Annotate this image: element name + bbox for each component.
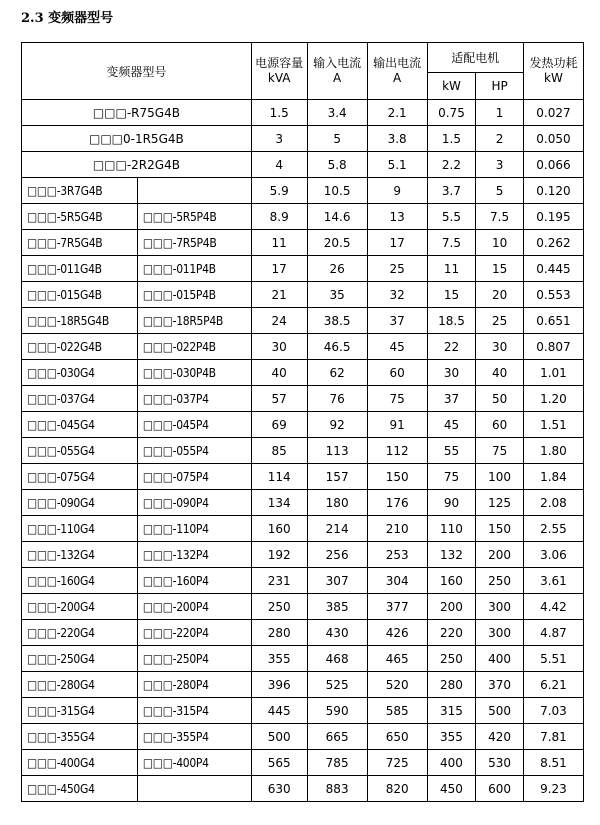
output-current: 91	[367, 412, 427, 438]
table-row	[22, 438, 584, 464]
motor-kw: 22	[427, 334, 476, 360]
heat-kw: 6.21	[523, 672, 583, 698]
heat-kw: 1.51	[523, 412, 583, 438]
output-current: 820	[367, 776, 427, 802]
input-current: 38.5	[307, 308, 367, 334]
motor-kw: 3.7	[427, 178, 476, 204]
model-g: □□□-7R5G4B	[22, 230, 138, 256]
capacity-kva: 160	[251, 516, 307, 542]
output-current: 5.1	[367, 152, 427, 178]
table-row	[22, 126, 584, 152]
header-motor: 适配电机	[427, 43, 523, 73]
model-g: □□□-355G4	[22, 724, 138, 750]
motor-kw: 280	[427, 672, 476, 698]
model-p: □□□-022P4B	[137, 334, 251, 360]
input-current: 14.6	[307, 204, 367, 230]
motor-hp: 125	[476, 490, 524, 516]
input-current: 5.8	[307, 152, 367, 178]
heat-kw: 0.120	[523, 178, 583, 204]
capacity-kva: 57	[251, 386, 307, 412]
motor-hp: 250	[476, 568, 524, 594]
table-row	[22, 724, 584, 750]
inverter-model-table	[21, 42, 584, 802]
motor-kw: 18.5	[427, 308, 476, 334]
model-p: □□□-075P4	[137, 464, 251, 490]
motor-hp: 370	[476, 672, 524, 698]
input-current: 385	[307, 594, 367, 620]
motor-kw: 355	[427, 724, 476, 750]
capacity-kva: 21	[251, 282, 307, 308]
motor-hp: 50	[476, 386, 524, 412]
model-p: □□□-160P4	[137, 568, 251, 594]
capacity-kva: 500	[251, 724, 307, 750]
model-p: □□□-7R5P4B	[137, 230, 251, 256]
capacity-kva: 40	[251, 360, 307, 386]
output-current: 112	[367, 438, 427, 464]
model-g: □□□-075G4	[22, 464, 138, 490]
heat-kw: 0.262	[523, 230, 583, 256]
model-g: □□□-R75G4B	[22, 100, 252, 126]
table-row	[22, 152, 584, 178]
input-current: 35	[307, 282, 367, 308]
input-current: 214	[307, 516, 367, 542]
motor-hp: 3	[476, 152, 524, 178]
input-current: 76	[307, 386, 367, 412]
motor-hp: 10	[476, 230, 524, 256]
motor-kw: 37	[427, 386, 476, 412]
input-current: 92	[307, 412, 367, 438]
output-current: 32	[367, 282, 427, 308]
capacity-kva: 231	[251, 568, 307, 594]
motor-kw: 160	[427, 568, 476, 594]
model-g: □□□-18R5G4B	[22, 308, 138, 334]
model-p: □□□-355P4	[137, 724, 251, 750]
motor-hp: 100	[476, 464, 524, 490]
heat-kw: 1.84	[523, 464, 583, 490]
input-current: 62	[307, 360, 367, 386]
motor-kw: 315	[427, 698, 476, 724]
heat-kw: 3.06	[523, 542, 583, 568]
capacity-kva: 4	[251, 152, 307, 178]
motor-hp: 30	[476, 334, 524, 360]
motor-hp: 20	[476, 282, 524, 308]
model-p: □□□-18R5P4B	[137, 308, 251, 334]
output-current: 45	[367, 334, 427, 360]
input-current: 256	[307, 542, 367, 568]
input-current: 180	[307, 490, 367, 516]
model-g: □□□-045G4	[22, 412, 138, 438]
model-g: □□□-055G4	[22, 438, 138, 464]
table-row	[22, 568, 584, 594]
motor-hp: 5	[476, 178, 524, 204]
input-current: 5	[307, 126, 367, 152]
model-p: □□□-280P4	[137, 672, 251, 698]
capacity-kva: 17	[251, 256, 307, 282]
heat-kw: 7.81	[523, 724, 583, 750]
capacity-kva: 250	[251, 594, 307, 620]
heat-kw: 0.195	[523, 204, 583, 230]
model-p: □□□-110P4	[137, 516, 251, 542]
motor-hp: 2	[476, 126, 524, 152]
capacity-kva: 114	[251, 464, 307, 490]
motor-hp: 500	[476, 698, 524, 724]
motor-hp: 530	[476, 750, 524, 776]
table-row	[22, 386, 584, 412]
table-row	[22, 360, 584, 386]
table-row	[22, 516, 584, 542]
table-row	[22, 334, 584, 360]
capacity-kva: 1.5	[251, 100, 307, 126]
output-current: 25	[367, 256, 427, 282]
capacity-kva: 69	[251, 412, 307, 438]
model-g: □□□-220G4	[22, 620, 138, 646]
motor-kw: 132	[427, 542, 476, 568]
motor-hp: 200	[476, 542, 524, 568]
heat-kw: 0.651	[523, 308, 583, 334]
motor-kw: 7.5	[427, 230, 476, 256]
model-p: □□□-132P4	[137, 542, 251, 568]
model-g: □□□-090G4	[22, 490, 138, 516]
input-current: 307	[307, 568, 367, 594]
model-g: □□□-132G4	[22, 542, 138, 568]
model-g: □□□-160G4	[22, 568, 138, 594]
model-g: □□□-037G4	[22, 386, 138, 412]
motor-kw: 250	[427, 646, 476, 672]
output-current: 75	[367, 386, 427, 412]
output-current: 377	[367, 594, 427, 620]
motor-kw: 55	[427, 438, 476, 464]
table-row	[22, 100, 584, 126]
output-current: 17	[367, 230, 427, 256]
output-current: 150	[367, 464, 427, 490]
motor-kw: 400	[427, 750, 476, 776]
output-current: 304	[367, 568, 427, 594]
output-current: 585	[367, 698, 427, 724]
motor-kw: 11	[427, 256, 476, 282]
output-current: 520	[367, 672, 427, 698]
table-row	[22, 204, 584, 230]
header-model: 变频器型号	[22, 43, 252, 100]
section-title: 2.3 变频器型号	[21, 11, 114, 26]
capacity-kva: 565	[251, 750, 307, 776]
output-current: 37	[367, 308, 427, 334]
capacity-kva: 30	[251, 334, 307, 360]
model-p: □□□-011P4B	[137, 256, 251, 282]
capacity-kva: 3	[251, 126, 307, 152]
motor-hp: 40	[476, 360, 524, 386]
input-current: 525	[307, 672, 367, 698]
table-row	[22, 542, 584, 568]
input-current: 46.5	[307, 334, 367, 360]
table-row	[22, 282, 584, 308]
capacity-kva: 396	[251, 672, 307, 698]
output-current: 13	[367, 204, 427, 230]
motor-kw: 110	[427, 516, 476, 542]
model-g: □□□-2R2G4B	[22, 152, 252, 178]
heat-kw: 0.050	[523, 126, 583, 152]
table-row	[22, 776, 584, 802]
motor-hp: 1	[476, 100, 524, 126]
motor-hp: 600	[476, 776, 524, 802]
heat-kw: 2.08	[523, 490, 583, 516]
heat-kw: 2.55	[523, 516, 583, 542]
heat-kw: 5.51	[523, 646, 583, 672]
table-row	[22, 672, 584, 698]
motor-kw: 2.2	[427, 152, 476, 178]
table-row	[22, 490, 584, 516]
model-g: □□□-200G4	[22, 594, 138, 620]
output-current: 176	[367, 490, 427, 516]
motor-kw: 30	[427, 360, 476, 386]
header-motor-hp: HP	[476, 73, 524, 100]
capacity-kva: 85	[251, 438, 307, 464]
table-row	[22, 698, 584, 724]
heat-kw: 4.87	[523, 620, 583, 646]
motor-hp: 7.5	[476, 204, 524, 230]
heat-kw: 0.066	[523, 152, 583, 178]
output-current: 650	[367, 724, 427, 750]
header-heat: 发热功耗 kW	[523, 43, 583, 100]
model-p: □□□-030P4B	[137, 360, 251, 386]
motor-hp: 75	[476, 438, 524, 464]
input-current: 785	[307, 750, 367, 776]
heat-kw: 0.445	[523, 256, 583, 282]
motor-kw: 5.5	[427, 204, 476, 230]
model-g: □□□-280G4	[22, 672, 138, 698]
capacity-kva: 11	[251, 230, 307, 256]
model-g: □□□-011G4B	[22, 256, 138, 282]
model-g: □□□-250G4	[22, 646, 138, 672]
output-current: 253	[367, 542, 427, 568]
model-g: □□□-022G4B	[22, 334, 138, 360]
input-current: 590	[307, 698, 367, 724]
capacity-kva: 5.9	[251, 178, 307, 204]
heat-kw: 1.01	[523, 360, 583, 386]
motor-kw: 15	[427, 282, 476, 308]
heat-kw: 1.80	[523, 438, 583, 464]
input-current: 26	[307, 256, 367, 282]
output-current: 60	[367, 360, 427, 386]
motor-hp: 420	[476, 724, 524, 750]
table-row	[22, 646, 584, 672]
capacity-kva: 280	[251, 620, 307, 646]
model-p: □□□-200P4	[137, 594, 251, 620]
input-current: 430	[307, 620, 367, 646]
output-current: 426	[367, 620, 427, 646]
table-row	[22, 412, 584, 438]
input-current: 3.4	[307, 100, 367, 126]
heat-kw: 7.03	[523, 698, 583, 724]
model-p: □□□-250P4	[137, 646, 251, 672]
model-p: □□□-5R5P4B	[137, 204, 251, 230]
table-row	[22, 594, 584, 620]
motor-kw: 45	[427, 412, 476, 438]
input-current: 883	[307, 776, 367, 802]
model-p: □□□-055P4	[137, 438, 251, 464]
table-row	[22, 620, 584, 646]
heat-kw: 4.42	[523, 594, 583, 620]
motor-kw: 220	[427, 620, 476, 646]
heat-kw: 0.807	[523, 334, 583, 360]
motor-hp: 300	[476, 594, 524, 620]
model-g: □□□-3R7G4B	[22, 178, 138, 204]
model-p	[137, 178, 251, 204]
model-p: □□□-220P4	[137, 620, 251, 646]
model-p: □□□-090P4	[137, 490, 251, 516]
motor-hp: 60	[476, 412, 524, 438]
heat-kw: 8.51	[523, 750, 583, 776]
motor-hp: 150	[476, 516, 524, 542]
header-input-current: 输入电流 A	[307, 43, 367, 100]
header-capacity: 电源容量 kVA	[251, 43, 307, 100]
capacity-kva: 134	[251, 490, 307, 516]
model-p: □□□-045P4	[137, 412, 251, 438]
capacity-kva: 630	[251, 776, 307, 802]
table-row	[22, 308, 584, 334]
heat-kw: 1.20	[523, 386, 583, 412]
model-g: □□□-030G4	[22, 360, 138, 386]
model-g: □□□-5R5G4B	[22, 204, 138, 230]
motor-kw: 0.75	[427, 100, 476, 126]
table-row	[22, 750, 584, 776]
model-g: □□□-450G4	[22, 776, 138, 802]
motor-kw: 75	[427, 464, 476, 490]
input-current: 10.5	[307, 178, 367, 204]
motor-kw: 90	[427, 490, 476, 516]
heat-kw: 9.23	[523, 776, 583, 802]
motor-hp: 400	[476, 646, 524, 672]
heat-kw: 3.61	[523, 568, 583, 594]
capacity-kva: 192	[251, 542, 307, 568]
model-p: □□□-315P4	[137, 698, 251, 724]
capacity-kva: 355	[251, 646, 307, 672]
table-row	[22, 230, 584, 256]
model-g: □□□-110G4	[22, 516, 138, 542]
input-current: 665	[307, 724, 367, 750]
model-g: □□□-015G4B	[22, 282, 138, 308]
motor-hp: 15	[476, 256, 524, 282]
heat-kw: 0.027	[523, 100, 583, 126]
heat-kw: 0.553	[523, 282, 583, 308]
table-row	[22, 464, 584, 490]
table-row	[22, 178, 584, 204]
model-p: □□□-037P4	[137, 386, 251, 412]
motor-kw: 1.5	[427, 126, 476, 152]
input-current: 157	[307, 464, 367, 490]
output-current: 210	[367, 516, 427, 542]
output-current: 465	[367, 646, 427, 672]
input-current: 113	[307, 438, 367, 464]
capacity-kva: 8.9	[251, 204, 307, 230]
input-current: 20.5	[307, 230, 367, 256]
model-g: □□□-400G4	[22, 750, 138, 776]
header-motor-kw: kW	[427, 73, 476, 100]
model-g: □□□-315G4	[22, 698, 138, 724]
output-current: 725	[367, 750, 427, 776]
model-g: □□□0-1R5G4B	[22, 126, 252, 152]
model-p: □□□-400P4	[137, 750, 251, 776]
motor-hp: 300	[476, 620, 524, 646]
motor-kw: 200	[427, 594, 476, 620]
input-current: 468	[307, 646, 367, 672]
model-p	[137, 776, 251, 802]
output-current: 9	[367, 178, 427, 204]
table-row	[22, 256, 584, 282]
motor-hp: 25	[476, 308, 524, 334]
output-current: 2.1	[367, 100, 427, 126]
header-output-current: 输出电流 A	[367, 43, 427, 100]
motor-kw: 450	[427, 776, 476, 802]
model-p: □□□-015P4B	[137, 282, 251, 308]
output-current: 3.8	[367, 126, 427, 152]
capacity-kva: 445	[251, 698, 307, 724]
capacity-kva: 24	[251, 308, 307, 334]
